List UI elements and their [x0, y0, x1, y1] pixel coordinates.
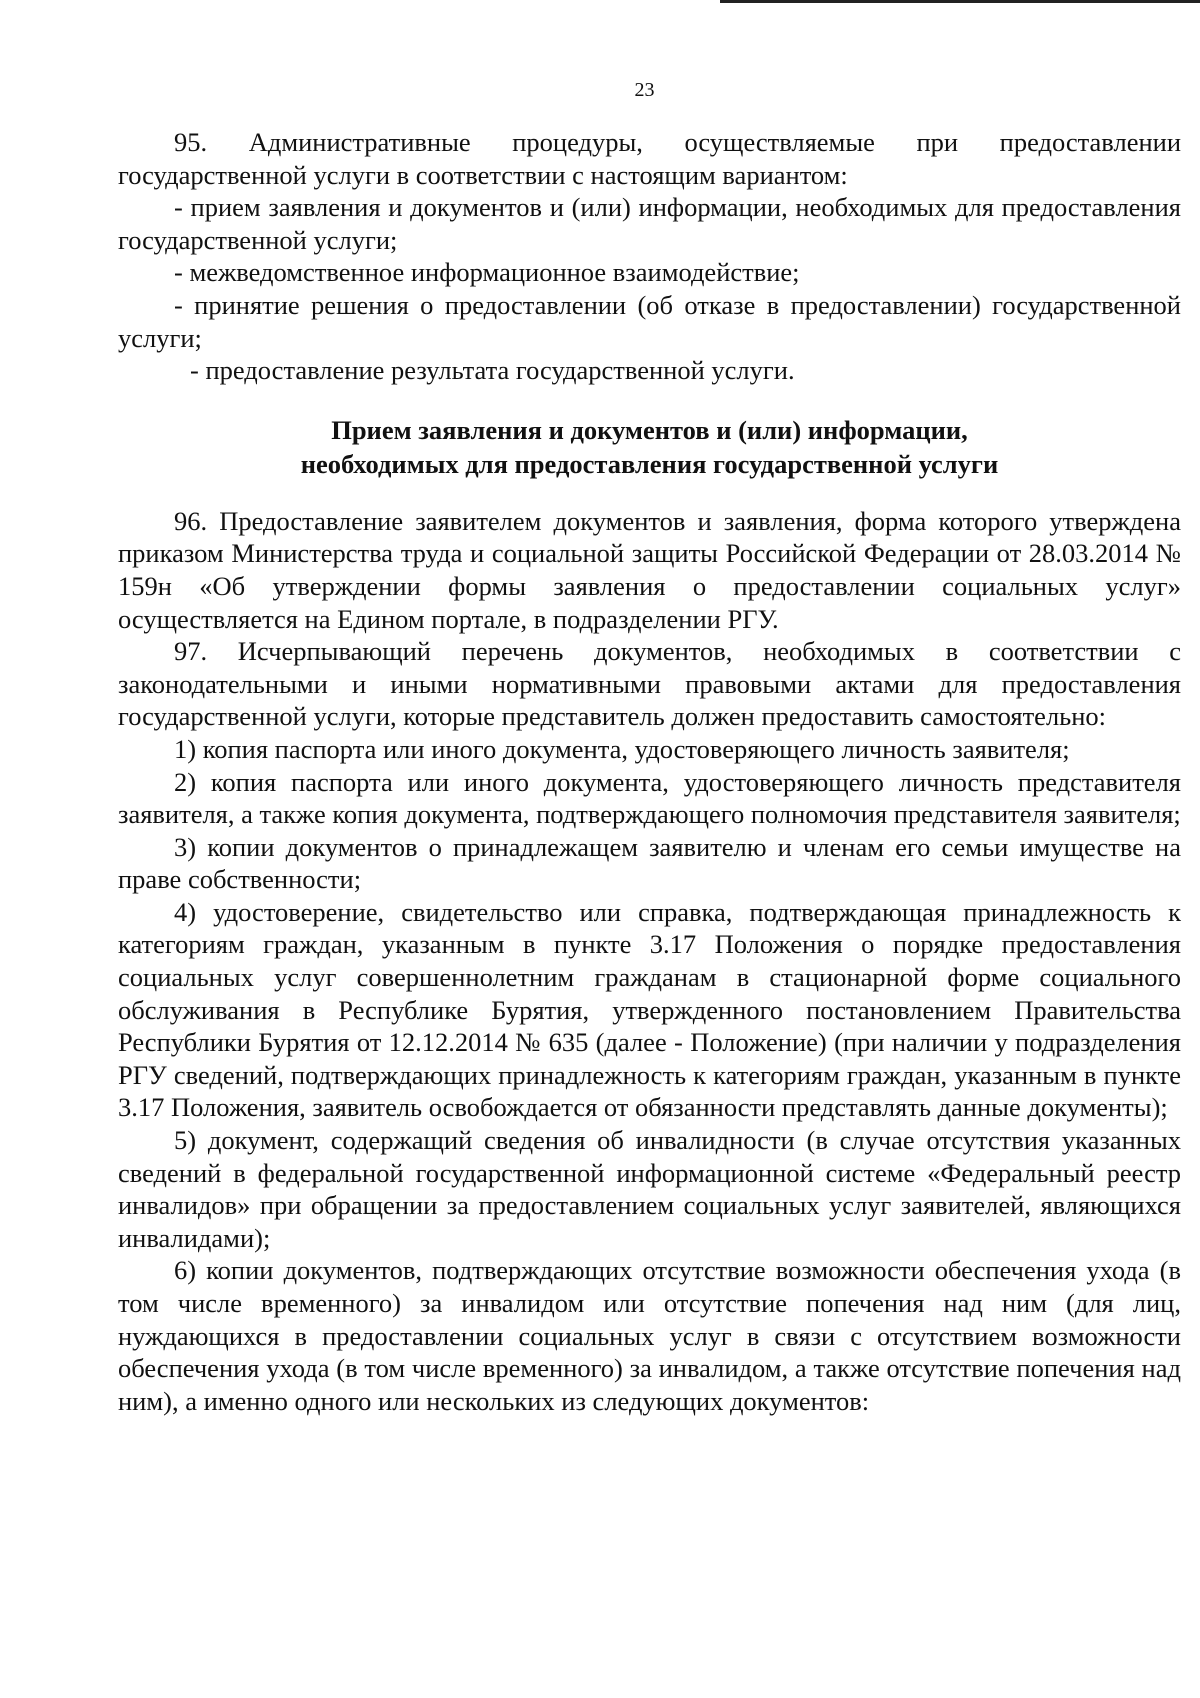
paragraph-95: 95. Административные процедуры, осуществляемые при предоставлении государственной услуги в соответствии с настоящим вариантом:: [118, 127, 1181, 190]
document-item-2: 2) копия паспорта или иного документа, удостоверяющего личность представителя заявителя, а также копия документа, подтверждающего полномочия представителя заявителя;: [118, 766, 1181, 830]
procedure-item-decision: - принятие решения о предоставлении (об отказе в предоставлении) государственной услуги;: [118, 289, 1181, 353]
procedure-item-result: - предоставление результата государственной услуги.: [190, 355, 795, 386]
section-heading: [118, 413, 1181, 481]
top-border-line: [720, 0, 1200, 3]
document-item-1: 1) копия паспорта или иного документа, удостоверяющего личность заявителя;: [174, 733, 1070, 764]
document-page: [118, 78, 1181, 1417]
section-heading-line-1: Прием заявления и документов и (или) информации,: [331, 414, 968, 445]
section-heading-line-2: необходимых для предоставления государственной услуги: [300, 448, 999, 479]
procedure-item-interaction: - межведомственное информационное взаимодействие;: [174, 257, 800, 288]
document-item-3: 3) копии документов о принадлежащем заявителю и членам его семьи имуществе на праве собственности;: [118, 831, 1181, 895]
paragraph-96: 96. Предоставление заявителем документов и заявления, форма которого утверждена приказом Министерства труда и социальной защиты Российской Федерации от 28.03.2014 № 159н «Об утверждении формы заявления о предоставлении социальных услуг» осуществляется на Едином портале, в подразделении РГУ.: [118, 505, 1181, 634]
paragraph-97: 97. Исчерпывающий перечень документов, необходимых в соответствии с законодательными и иными нормативными правовыми актами для предоставления государственной услуги, которые представитель должен предоставить самостоятельно:: [118, 636, 1181, 732]
documents-section: [118, 505, 1181, 1418]
page-number: 23: [634, 79, 655, 101]
procedure-item-reception: - прием заявления и документов и (или) информации, необходимых для предоставления государственной услуги;: [118, 192, 1181, 255]
document-item-6: 6) копии документов, подтверждающих отсутствие возможности обеспечения ухода (в том числе временного) за инвалидом или отсутствие попечения над ним (для лиц, нуждающихся в предоставлении социальных услуг в связи с отсутствием возможности обеспечения ухода (в том числе временного) за инвалидом, а также отсутствие попечения над ним), а именно одного или нескольких из следующих документов:: [118, 1255, 1181, 1416]
document-item-4: 4) удостоверение, свидетельство или справка, подтверждающая принадлежность к категориям граждан, указанным в пункте 3.17 Положения о порядке предоставления социальных услуг совершеннолетним гражданам в стационарной форме социального обслуживания в Республике Бурятия, утвержденного постановлением Правительства Республики Бурятия от 12.12.2014 № 635 (далее - Положение) (при наличии у подразделения РГУ сведений, подтверждающих принадлежность к категориям граждан, указанным в пункте 3.17 Положения, заявитель освобождается от обязанности представлять данные документы);: [118, 896, 1181, 1123]
procedures-list: [118, 126, 1181, 387]
document-item-5: 5) документ, содержащий сведения об инвалидности (в случае отсутствия указанных сведений в федеральной государственной информационной системе «Федеральный реестр инвалидов» при обращении за предоставлением социальных услуг заявителей, являющихся инвалидами);: [118, 1125, 1181, 1253]
